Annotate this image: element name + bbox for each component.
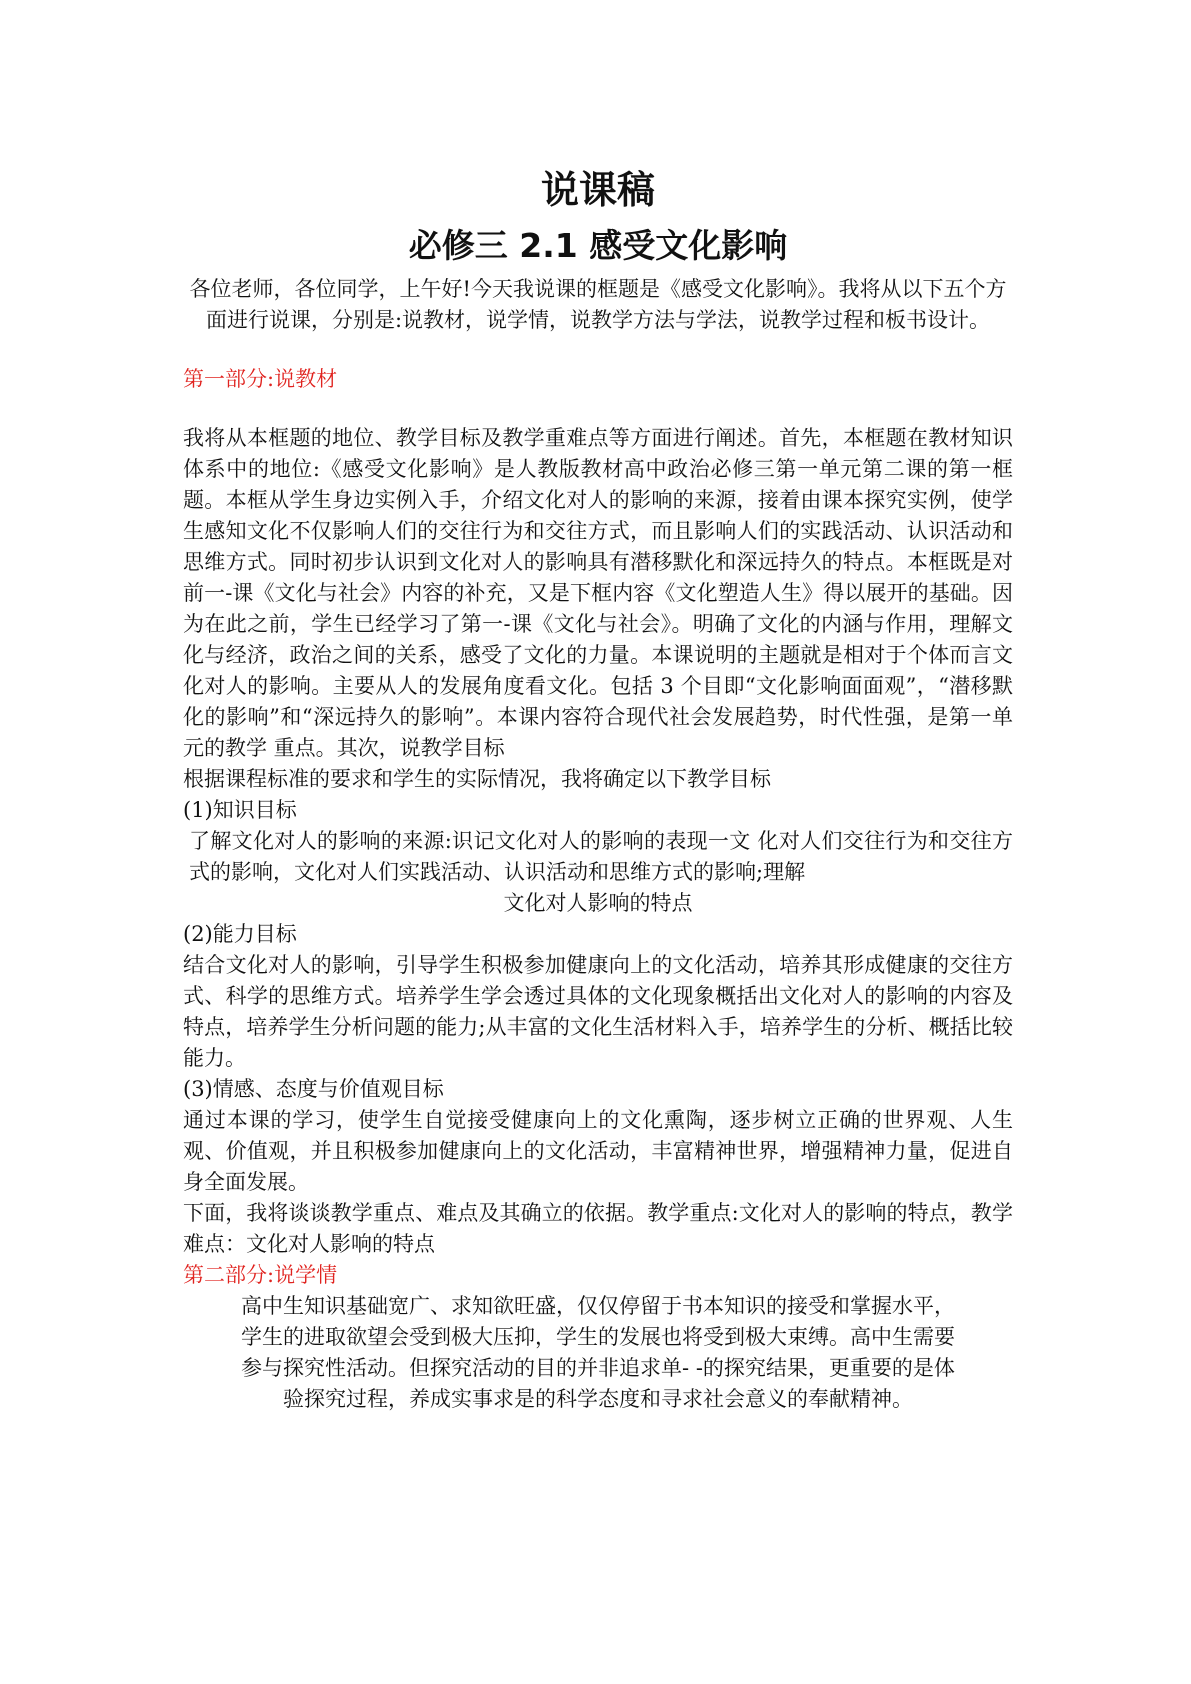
section1-heading: 第一部分:说教材 [183,367,338,391]
intro-paragraph: 各位老师，各位同学，上午好!今天我说课的框题是《感受文化影响》。我将从以下五个方面进行说课，分别是:说教材，说学情，说教学方法与学法，说教学过程和板书设计。 [189,277,1007,332]
section2-line-4: 验探究过程，养成实事求是的科学态度和寻求社会意义的奉献精神。 [283,1387,913,1411]
spacer [183,336,1013,364]
goal1-tail: 文化对人影响的特点 [503,891,693,915]
goal1-heading: (1)知识目标 [183,798,297,822]
goal2-body: 结合文化对人的影响，引导学生积极参加健康向上的文化活动，培养其形成健康的交往方式、科学的思维方式。培养学生学会透过具体的文化现象概括出文化对人的影响的内容及特点，培养学生分析问题的能力;从丰富的文化生活材料入手，培养学生的分析、概括比较能力。 [183,953,1013,1070]
goal2-heading: (2)能力目标 [183,922,297,946]
goal1-body: 了解文化对人的影响的来源:识记文化对人的影响的表现一文 化对人们交往行为和交往方式的影响，文化对人们实践活动、认识活动和思维方式的影响;理解 [189,829,1013,884]
focus-paragraph: 下面，我将谈谈教学重点、难点及其确立的依据。教学重点:文化对人的影响的特点，教学难点：文化对人影响的特点 [183,1201,1013,1256]
section2-heading: 第二部分:说学情 [183,1263,338,1287]
goals-intro: 根据课程标准的要求和学生的实际情况，我将确定以下教学目标 [183,767,771,791]
section1-body: 我将从本框题的地位、教学目标及教学重难点等方面进行阐述。首先，本框题在教材知识体系中的地位:《感受文化影响》是人教版教材高中政治必修三第一单元第二课的第一框题。本框从学生身边实例入手，介绍文化对人的影响的来源，接着由课本探究实例，使学生感知文化不仅影响人们的交往行为和交往方式，而且影响人们的实践活动、认识活动和思维方式。同时初步认识到文化对人的影响具有潜移默化和深远持久的特点。本框既是对前一-课《文化与社会》内容的补充，又是下框内容《文化塑造人生》得以展开的基础。因为在此之前，学生已经学习了第一-课《文化与社会》。明确了文化的内涵与作用，理解文化与经济，政治之间的关系，感受了文化的力量。本课说明的主题就是相对于个体而言文化对人的影响。主要从人的发展角度看文化。包括 3 个目即“文化影响面面观”，“潜移默化的影响”和“深远持久的影响”。本课内容符合现代社会发展趋势，时代性强，是第一单元的教学 重点。其次，说教学目标 [183,426,1013,760]
section2-line-2: 学生的进取欲望会受到极大压抑，学生的发展也将受到极大束缚。高中生需要 [241,1325,955,1349]
section2-line-1: 高中生知识基础宽广、求知欲旺盛，仅仅停留于书本知识的接受和掌握水平， [241,1294,955,1318]
spacer [183,395,1013,423]
section2-line-3: 参与探究性活动。但探究活动的目的并非追求单- -的探究结果，更重要的是体 [241,1356,955,1380]
document-title: 说课稿 [540,168,655,212]
document-subtitle: 必修三 2.1 感受文化影响 [408,226,788,265]
goal3-heading: (3)情感、态度与价值观目标 [183,1077,444,1101]
document-page [183,150,1013,1415]
goal3-body: 通过本课的学习，使学生自觉接受健康向上的文化熏陶，逐步树立正确的世界观、人生观、价值观，并且积极参加健康向上的文化活动，丰富精神世界，增强精神力量，促进自身全面发展。 [183,1108,1013,1194]
